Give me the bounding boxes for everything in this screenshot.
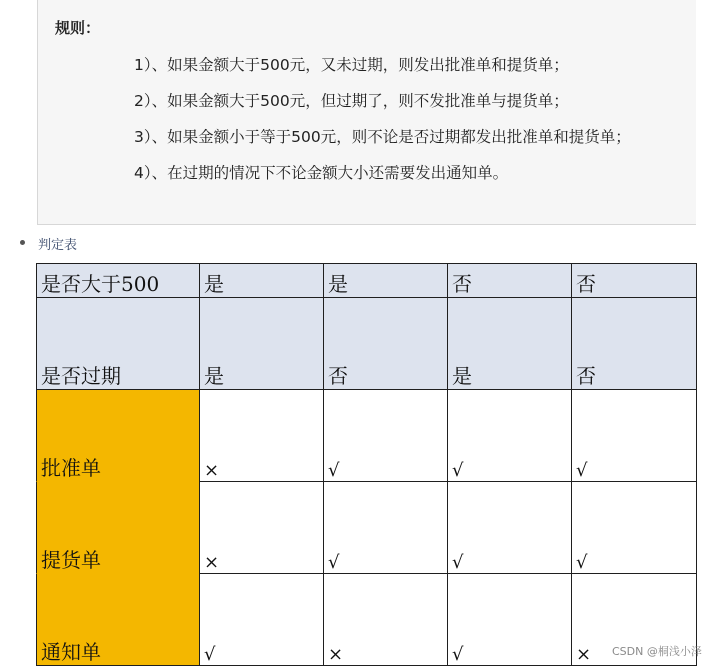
condition-value: 是 — [323, 263, 448, 298]
action-mark: √ — [323, 481, 448, 574]
rule-item: 1）、如果金额大于500元，又未过期，则发出批准单和提货单； — [134, 56, 569, 74]
action-mark: √ — [447, 573, 572, 666]
action-label: 提货单 — [36, 481, 200, 574]
condition-value: 否 — [323, 297, 448, 390]
condition-value: 是 — [199, 263, 324, 298]
condition-value: 是 — [447, 297, 572, 390]
condition-label: 是否大于500 — [36, 263, 200, 298]
action-label: 通知单 — [36, 573, 200, 666]
condition-label: 是否过期 — [36, 297, 200, 390]
action-mark: √ — [571, 481, 697, 574]
bullet-icon — [20, 240, 25, 245]
action-label: 批准单 — [36, 389, 200, 482]
rule-item: 4）、在过期的情况下不论金额大小还需要发出通知单。 — [134, 164, 509, 182]
condition-value: 是 — [199, 297, 324, 390]
decision-table — [37, 264, 697, 665]
condition-value: 否 — [571, 263, 697, 298]
rules-title: 规则： — [55, 19, 101, 37]
action-mark: √ — [447, 481, 572, 574]
decision-table-label: 判定表 — [38, 238, 78, 253]
condition-value: 否 — [447, 263, 572, 298]
action-mark: √ — [447, 389, 572, 482]
action-mark: √ — [323, 389, 448, 482]
watermark: CSDN @桐浅小泽 — [612, 645, 702, 658]
rules-box — [37, 0, 696, 225]
rule-item: 3）、如果金额小于等于500元，则不论是否过期都发出批准单和提货单； — [134, 128, 631, 146]
action-mark: × — [199, 389, 324, 482]
action-mark: √ — [199, 573, 324, 666]
action-mark: × — [199, 481, 324, 574]
action-mark: × — [571, 573, 697, 666]
action-mark: √ — [571, 389, 697, 482]
action-mark: × — [323, 573, 448, 666]
rule-item: 2）、如果金额大于500元，但过期了，则不发批准单与提货单； — [134, 92, 569, 110]
condition-value: 否 — [571, 297, 697, 390]
